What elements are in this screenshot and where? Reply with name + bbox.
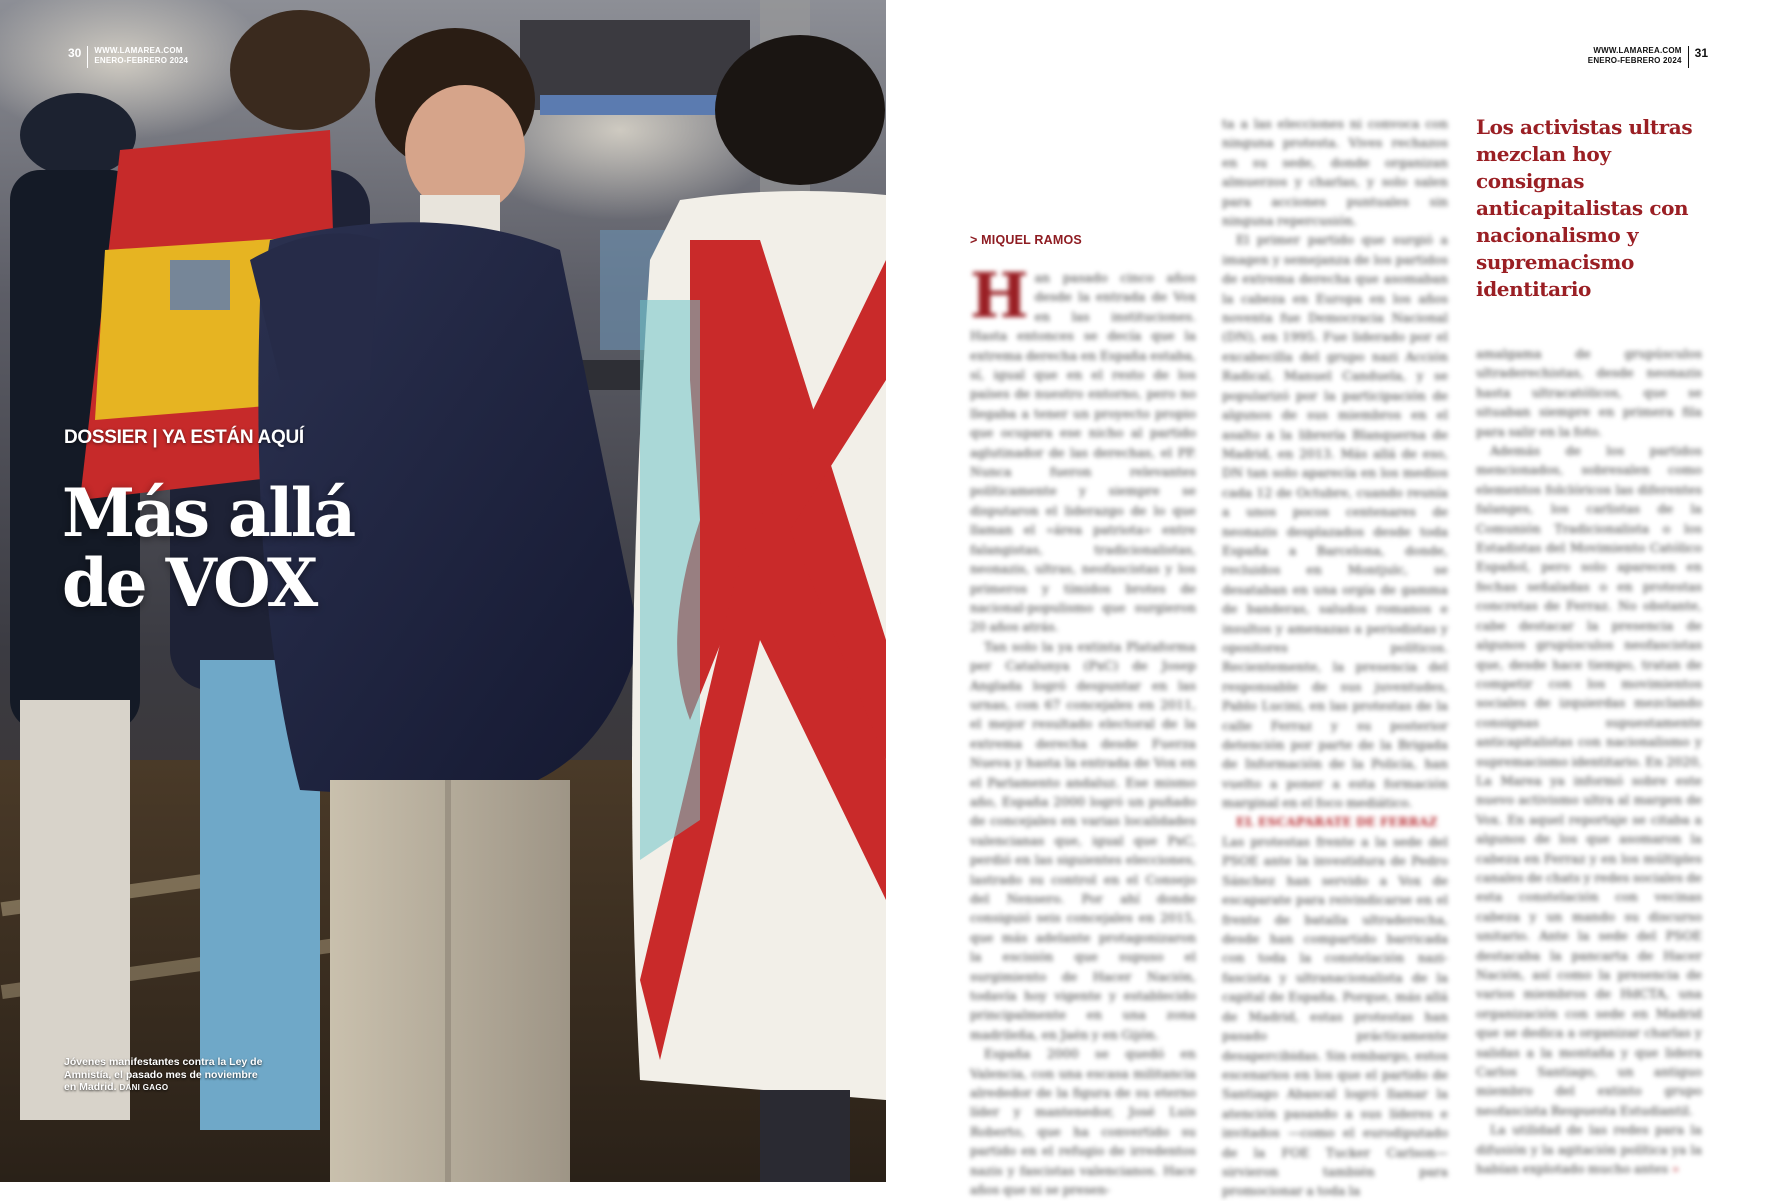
right-folio (1588, 46, 1708, 68)
end-mark: » (1671, 1161, 1680, 1177)
article-headline (62, 474, 354, 622)
text-column-3 (1476, 344, 1702, 1177)
left-site-url: WWW.LAMAREA.COM (94, 46, 183, 55)
left-page-photo (0, 0, 886, 1182)
photo-credit: DANI GAGO (119, 1083, 169, 1092)
left-folio-meta (94, 46, 188, 66)
column-3-body (1476, 344, 1702, 1178)
right-page-number: 31 (1694, 46, 1708, 60)
paragraph (1476, 1120, 1702, 1178)
right-issue-date: ENERO-FEBRERO 2024 (1587, 56, 1682, 65)
paragraph: Además de los partidos mencionados, sobresalen como elementos folclóricos las diferentes falanges, los carlistas de la Comunión Tradicionalista o los Estadistas del Movimiento Católico Español, pero solo aparecen en fechas señaladas o en protestas concretas de Ferraz. No obstante, cabe destacar la presencia de algunos grupúsculos neofascistas que, desde hace tiempo, tratan de competir con los movimientos sociales de izquierdas mezclando consignas supuestamente anticapitalistas con nacionalismo y supremacismo identitario. En 2020, La Marea ya informó sobre este nuevo activismo ultra al margen de Vox. En aquel reportaje se citaba a algunos de los que asomaron la cabeza en Ferraz y en los múltiples canales de chats y redes sociales de esta constelación con vecinas cabeza y un mando su discurso unitario. Ante la sede del PSOE destacaba la pancarta de Hacer Nación, así como la presencia de varios miembros de HdCTA, una organización con sede en Madrid que se dedica a organizar charlas y salidas a la montaña y que lidera Carlos Santiago, un antiguo miembro del extinto grupo neofascista Respuesta Estudiantil. (1476, 443, 1702, 1118)
section-tag: DOSSIER | YA ESTÁN AQUÍ (64, 427, 304, 448)
paragraph: ta a las elecciones ni convoca con ninguna protesta. Vives rechazos en su sede, donde organizan almuerzos y charlas, y solo salen para acciones puntuales sin ninguna repercusión. (1222, 116, 1448, 229)
folio-divider (87, 46, 88, 68)
left-page-number: 30 (68, 46, 82, 60)
paragraph: Las protestas frente a la sede del PSOE ante la investidura de Pedro Sánchez han servido a Vox de escaparate para reivindicarse en el frente de batalla ultraderecha, desde han compartido barricada con toda la constelación nazi-fascista y ultranacionalista de la capital de España. Porque, más allá de Madrid, estas protestas han pasado prácticamente desapercibidas. Sin embargo, estos escenarios en los que el partido de Santiago Abascal logró llamar la atención pasando a sus líderes e invitados —como el eurodiputado de la FOE Tucker Carlson— sirvieron también para promocionar a toda la (1222, 834, 1448, 1199)
pull-quote: Los activistas ultras mezclan hoy consignas anticapitalistas con nacionalismo y supremacismo identitario (1476, 115, 1693, 301)
text-column-1 (970, 259, 1196, 1198)
drop-cap: H (970, 259, 1029, 332)
paragraph: an pasado cinco años desde la entrada de Vox en las instituciones. Hasta entonces se decía que la extrema derecha en España estaba, sí, igual que en el resto de los países de nuestro entorno, pero no llegaba a tener un proyecto propio que ocupara ese nicho al partido aglutinador de las derechas, el PP. Nunca fueron relevantes políticamente y siempre se disputaron el liderazgo de lo que llaman el «área patriota» entre falangistas, tradicionalistas, neonazis, ultras, neofascistas y los primeros y tímidos brotes de nacional-populismo que surgieron 20 años atrás. (970, 270, 1196, 635)
text-column-2 (1222, 114, 1448, 1199)
paragraph: El primer partido que surgió a imagen y semejanza de los partidos de extrema derecha que asomaban la cabeza en Europa en los años noventa fue Democracia Nacional (DN), en 1995. Fue liderado por el excabecilla del grupo nazi Acción Radical, Manuel Canduela, y se popularizó por la participación de algunos de sus miembros en el asalto a la librería Blanquerna de Madrid, en 2013. Más allá de eso, DN tan solo aparecía en los medios cada 12 de Octubre, cuando reunía a unos pocos centenares de neonazis desplazados desde toda España a Barcelona, donde, recluidos en Montjuïc, se desataban en una orgía de gamma de banderas, saludos romanos e insultos y amenazas a periodistas y opositores políticos. Recientemente, la presencia del responsable de sus juventudes, Pablo Lucini, en las protestas de la calle Ferraz y su posterior detención por parte de la Brigada de Información de la Policía, han vuelto a poner a esta formación marginal en el foco mediático. (1222, 232, 1448, 811)
right-folio-meta (1588, 46, 1682, 66)
photo-caption (64, 1056, 264, 1095)
right-page-text (886, 0, 1772, 1199)
paragraph-text: La utilidad de las redes para la difusión y la agitación política ya la habían explotado mucho antes (1476, 1122, 1702, 1177)
left-folio (68, 46, 188, 68)
paragraph: España 2000 se quedó en Valencia, con una escasa militancia alrededor de la figura de su eterno líder y mantenedor, José Luis Roberto, que ha convertido su partido en el refugio de irredentos nazis y fascistas valencianos. Hace años que ni se presen- (970, 1046, 1196, 1198)
folio-divider (1688, 46, 1689, 68)
paragraph: Tan solo la ya extinta Plataforma per Catalunya (PxC) de Josep Anglada logró despuntar en las urnas, con 67 concejales en 2011, el mejor resultado electoral de la extrema derecha desde Fuerza Nueva y hasta la entrada de Vox en el Parlamento andaluz. Ese mismo año, España 2000 logró un puñado de concejales en varias localidades valencianas que, igual que PxC, perdió en las siguientes elecciones, lastrado su control en el Consejo del Nensero. Por ahí donde consiguió seis concejales en 2015, que más adelante protagonizaron la escisión que supuso el surgimiento de Hacer Nación, todavía hoy vigente y establecido principalmente en una zona madrileña, en Jaén y en Gijón. (970, 638, 1196, 1042)
column-2-body (1222, 114, 1448, 1201)
author-byline: > MIQUEL RAMOS (970, 233, 1082, 247)
caption-text: Jóvenes manifestantes contra la Ley de Amnistía, el pasado mes de noviembre en Madrid. (64, 1056, 263, 1093)
headline-line-2: de VOX (62, 544, 316, 622)
headline-line-1: Más allá (62, 474, 354, 552)
paragraph: amalgama de grupúsculos ultraderechistas, desde neonazis hasta ultracatólicos, que se situaban siempre en primera fila para salir en la foto. (1476, 346, 1702, 439)
right-site-url: WWW.LAMAREA.COM (1593, 46, 1682, 55)
section-subhead: EL ESCAPARATE DE FERRAZ (1236, 814, 1438, 829)
column-1-body (970, 259, 1196, 1200)
left-issue-date: ENERO-FEBRERO 2024 (94, 56, 189, 65)
